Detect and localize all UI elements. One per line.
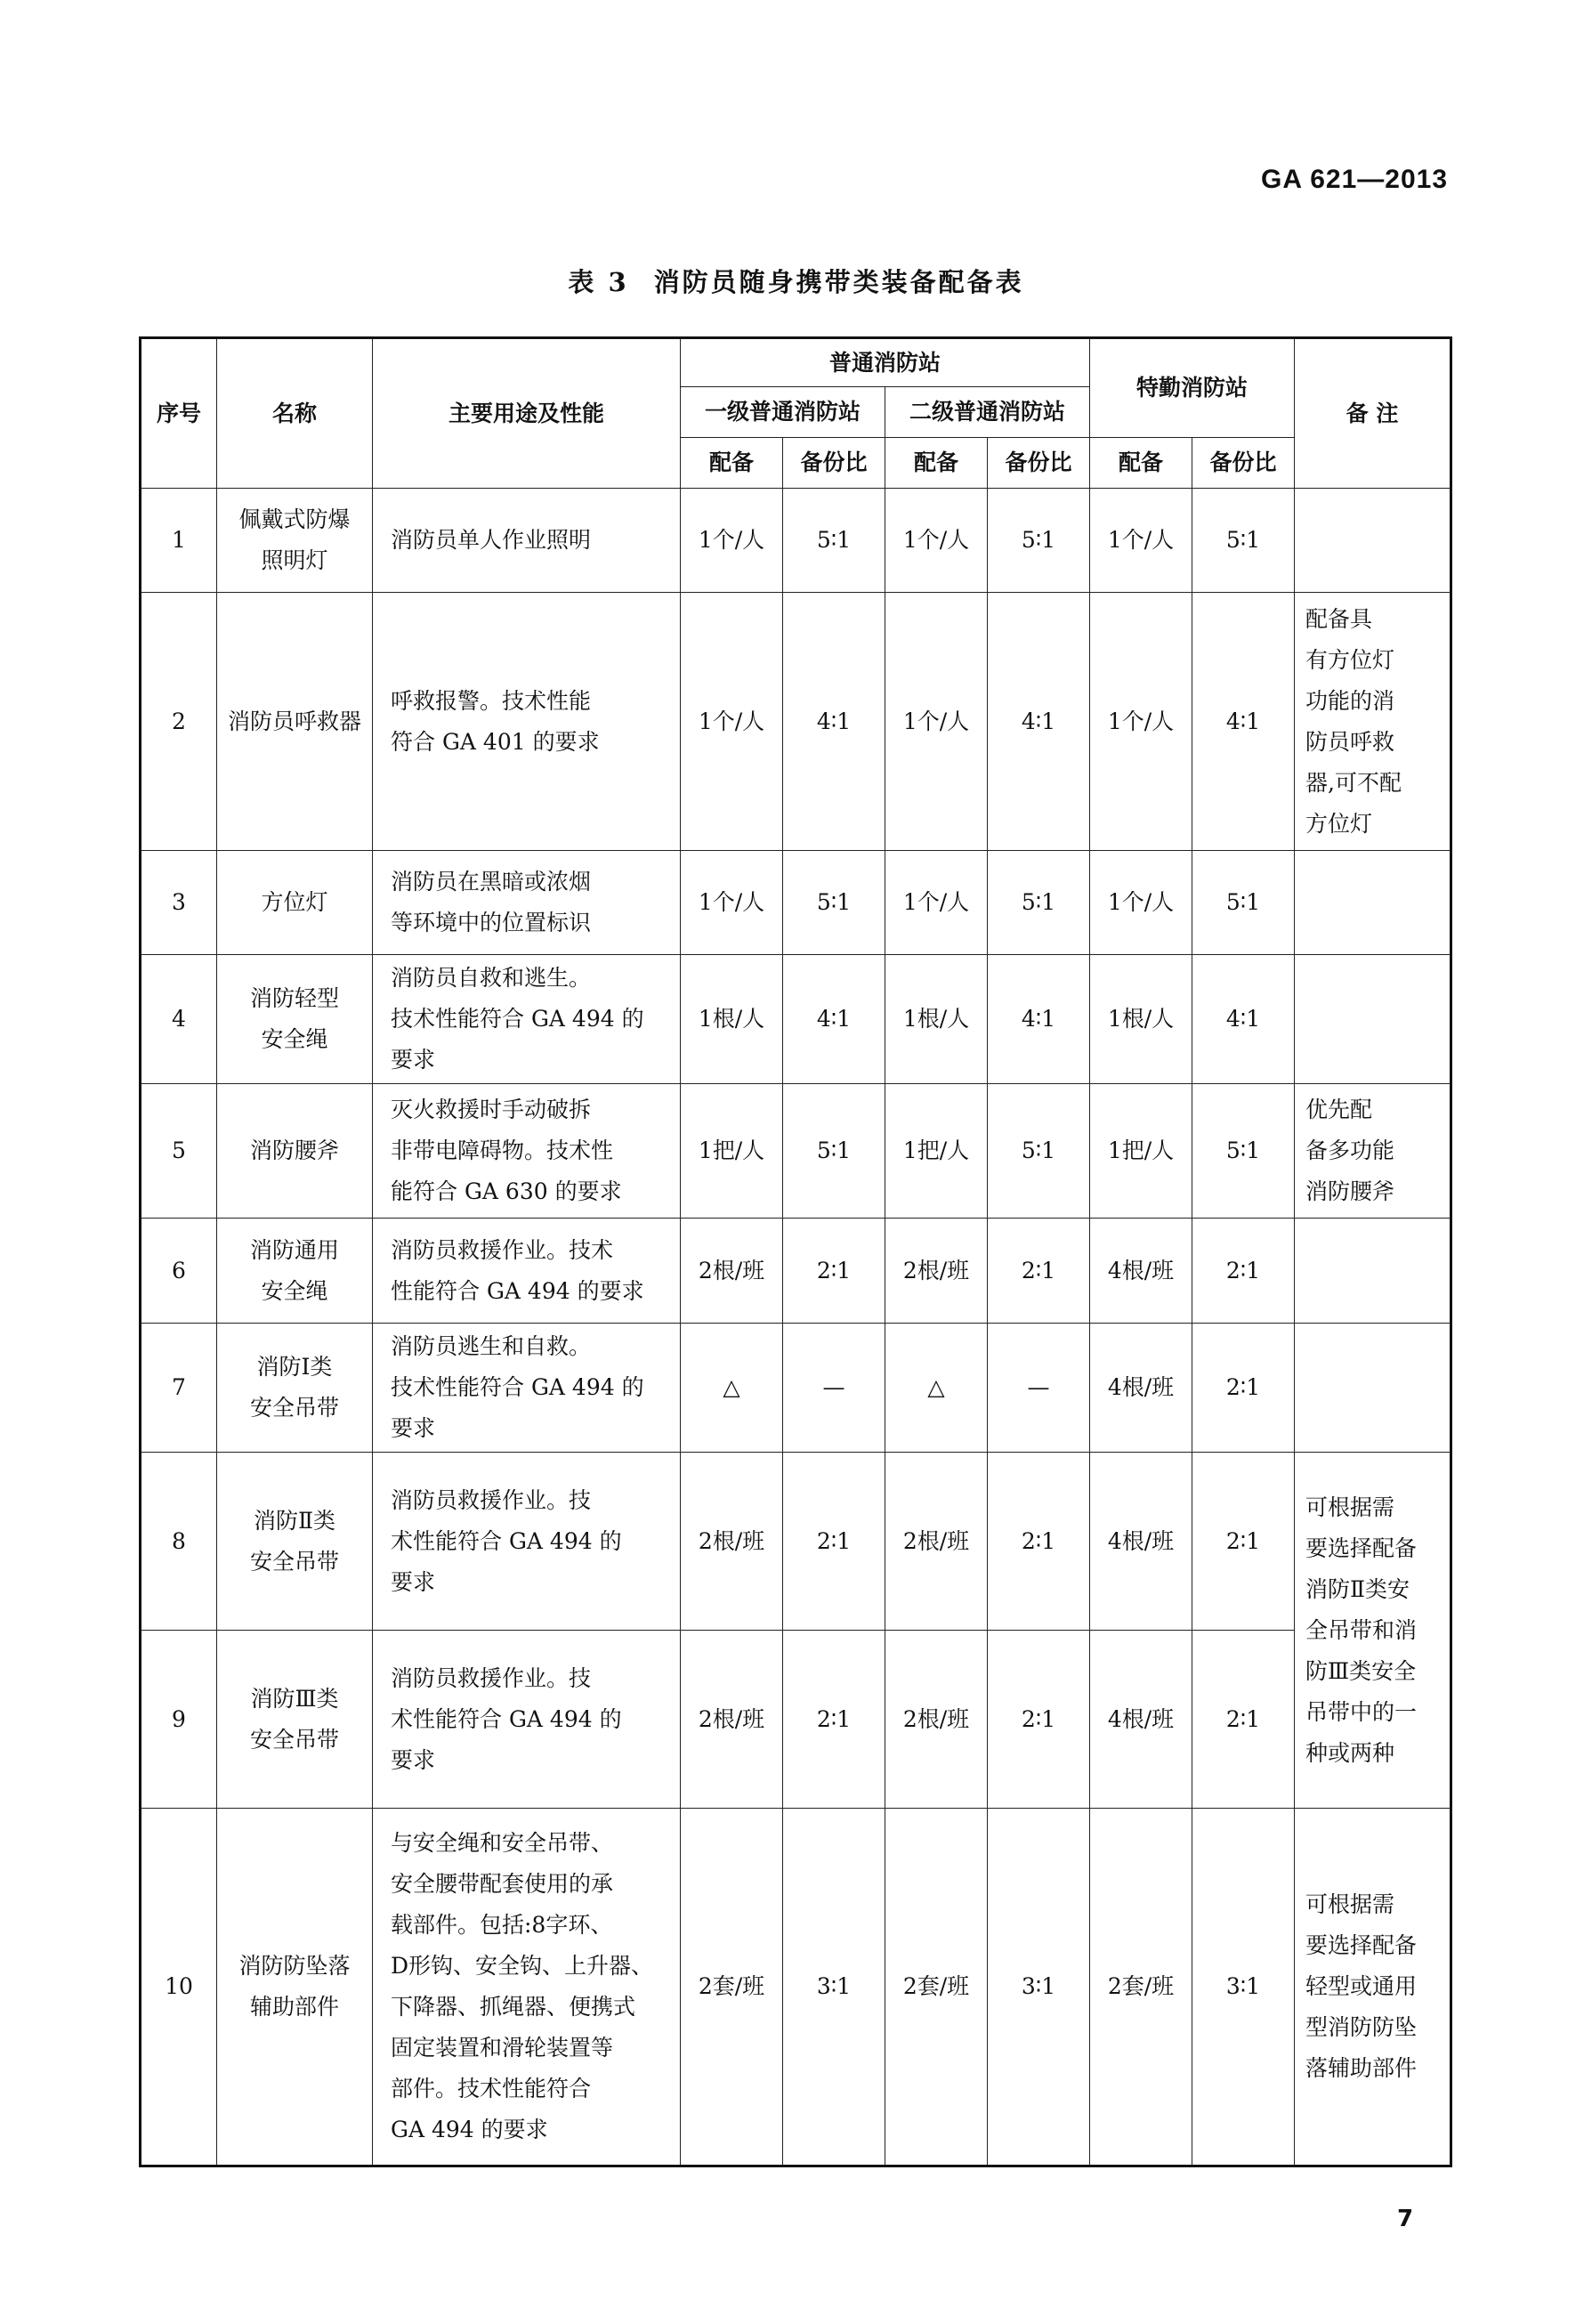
row-sp-equip: 4根/班 [1090,1324,1192,1453]
row-l1-equip: 2根/班 [681,1219,783,1324]
row-sp-equip: 1个/人 [1090,593,1192,851]
row-l2-ratio: — [988,1324,1090,1453]
row-sp-ratio: 2∶1 [1192,1453,1295,1631]
row-name: 消防Ⅰ类 安全吊带 [217,1324,373,1453]
row-l1-ratio: 2∶1 [783,1631,885,1809]
row-index: 3 [141,851,217,955]
row-sp-equip: 2套/班 [1090,1809,1192,2166]
row-l1-equip: 1把/人 [681,1084,783,1219]
row-l2-ratio: 3∶1 [988,1809,1090,2166]
table-row [141,1809,1451,2166]
header-equip: 配备 [681,438,783,489]
row-sp-ratio: 3∶1 [1192,1809,1295,2166]
row-l2-ratio: 5∶1 [988,489,1090,593]
row-index: 5 [141,1084,217,1219]
header-level1-station: 一级普通消防站 [681,387,885,438]
row-remark: 配备具 有方位灯 功能的消 防员呼救 器,可不配 方位灯 [1295,593,1451,851]
row-index: 4 [141,955,217,1084]
row-remark [1295,1324,1451,1453]
row-sp-ratio: 5∶1 [1192,1084,1295,1219]
header-purpose: 主要用途及性能 [373,338,681,489]
row-remark [1295,1219,1451,1324]
row-remark: 优先配 备多功能 消防腰斧 [1295,1084,1451,1219]
table-row [141,1324,1451,1453]
header-special-station: 特勤消防站 [1090,338,1295,438]
row-l2-ratio: 4∶1 [988,955,1090,1084]
row-sp-ratio: 2∶1 [1192,1324,1295,1453]
row-name: 消防Ⅲ类 安全吊带 [217,1631,373,1809]
table-row [141,593,1451,851]
table-row [141,1631,1451,1809]
row-l2-ratio: 2∶1 [988,1453,1090,1631]
row-purpose: 消防员自救和逃生。 技术性能符合 GA 494 的 要求 [373,955,681,1084]
header-reserve-ratio: 备份比 [988,438,1090,489]
row-sp-equip: 4根/班 [1090,1631,1192,1809]
header-remark: 备 注 [1295,338,1451,489]
row-name: 佩戴式防爆 照明灯 [217,489,373,593]
row-l2-ratio: 2∶1 [988,1219,1090,1324]
row-sp-ratio: 4∶1 [1192,593,1295,851]
header-name: 名称 [217,338,373,489]
row-sp-equip: 1把/人 [1090,1084,1192,1219]
row-l1-equip: 2根/班 [681,1453,783,1631]
row-sp-ratio: 4∶1 [1192,955,1295,1084]
row-index: 2 [141,593,217,851]
row-l1-ratio: 5∶1 [783,851,885,955]
row-l2-ratio: 5∶1 [988,851,1090,955]
row-purpose: 消防员救援作业。技 术性能符合 GA 494 的 要求 [373,1453,681,1631]
row-name: 消防员呼救器 [217,593,373,851]
row-l1-equip: 1个/人 [681,489,783,593]
header-equip: 配备 [1090,438,1192,489]
row-index: 9 [141,1631,217,1809]
row-l1-ratio: — [783,1324,885,1453]
row-l2-ratio: 4∶1 [988,593,1090,851]
table-row [141,489,1451,593]
row-purpose: 消防员救援作业。技 术性能符合 GA 494 的 要求 [373,1631,681,1809]
row-remark [1295,955,1451,1084]
row-l2-equip: △ [885,1324,988,1453]
row-l1-equip: △ [681,1324,783,1453]
row-l2-equip: 1把/人 [885,1084,988,1219]
row-l1-equip: 2根/班 [681,1631,783,1809]
table-row [141,1453,1451,1631]
header-level2-station: 二级普通消防站 [885,387,1090,438]
row-l1-equip: 2套/班 [681,1809,783,2166]
page-number: 7 [1397,2206,1414,2232]
row-purpose: 消防员救援作业。技术 性能符合 GA 494 的要求 [373,1219,681,1324]
row-l2-equip: 2根/班 [885,1453,988,1631]
header-reserve-ratio: 备份比 [1192,438,1295,489]
row-index: 6 [141,1219,217,1324]
table-row [141,1219,1451,1324]
row-l1-equip: 1个/人 [681,851,783,955]
row-l2-equip: 2根/班 [885,1219,988,1324]
table-number: 表 3 [568,267,629,297]
row-l1-ratio: 4∶1 [783,955,885,1084]
row-remark [1295,489,1451,593]
row-name: 消防轻型 安全绳 [217,955,373,1084]
row-l2-ratio: 2∶1 [988,1631,1090,1809]
row-l2-equip: 1个/人 [885,593,988,851]
header-equip: 配备 [885,438,988,489]
standard-code: GA 621—2013 [1260,165,1448,194]
row-index: 8 [141,1453,217,1631]
row-l1-ratio: 4∶1 [783,593,885,851]
row-name: 消防Ⅱ类 安全吊带 [217,1453,373,1631]
row-l1-ratio: 5∶1 [783,489,885,593]
row-sp-ratio: 2∶1 [1192,1219,1295,1324]
row-purpose: 消防员单人作业照明 [373,489,681,593]
row-l1-ratio: 2∶1 [783,1219,885,1324]
header-ordinary-station: 普通消防站 [681,338,1090,387]
row-name: 方位灯 [217,851,373,955]
row-purpose: 与安全绳和安全吊带、 安全腰带配套使用的承 载部件。包括:8字环、 D形钩、安全钩、上升器、 下降器、抓绳器、便携式 固定装置和滑轮装置等 部件。技术性能符合 GA 494 的要求 [373,1809,681,2166]
table-row [141,851,1451,955]
row-sp-equip: 1个/人 [1090,851,1192,955]
row-sp-equip: 4根/班 [1090,1453,1192,1631]
row-name: 消防通用 安全绳 [217,1219,373,1324]
row-purpose: 消防员在黑暗或浓烟 等环境中的位置标识 [373,851,681,955]
equipment-table [139,336,1452,2167]
row-l2-equip: 2套/班 [885,1809,988,2166]
header-index: 序号 [141,338,217,489]
row-purpose: 呼救报警。技术性能 符合 GA 401 的要求 [373,593,681,851]
row-l1-ratio: 5∶1 [783,1084,885,1219]
row-index: 10 [141,1809,217,2166]
row-sp-ratio: 2∶1 [1192,1631,1295,1809]
row-sp-ratio: 5∶1 [1192,489,1295,593]
row-sp-ratio: 5∶1 [1192,851,1295,955]
row-l2-equip: 2根/班 [885,1631,988,1809]
table-row [141,1084,1451,1219]
row-index: 7 [141,1324,217,1453]
row-remark-merged: 可根据需 要选择配备 消防Ⅱ类安 全吊带和消 防Ⅲ类安全 吊带中的一 种或两种 [1295,1453,1451,1809]
row-l1-ratio: 2∶1 [783,1453,885,1631]
row-l1-ratio: 3∶1 [783,1809,885,2166]
row-l2-equip: 1根/人 [885,955,988,1084]
header-reserve-ratio: 备份比 [783,438,885,489]
row-sp-equip: 1根/人 [1090,955,1192,1084]
row-sp-equip: 1个/人 [1090,489,1192,593]
row-purpose: 灭火救援时手动破拆 非带电障碍物。技术性 能符合 GA 630 的要求 [373,1084,681,1219]
row-name: 消防防坠落 辅助部件 [217,1809,373,2166]
table-title: 消防员随身携带类装备配备表 [653,267,1024,297]
row-l2-ratio: 5∶1 [988,1084,1090,1219]
table-caption [0,263,1592,299]
row-l1-equip: 1根/人 [681,955,783,1084]
row-l1-equip: 1个/人 [681,593,783,851]
row-sp-equip: 4根/班 [1090,1219,1192,1324]
row-purpose: 消防员逃生和自救。 技术性能符合 GA 494 的 要求 [373,1324,681,1453]
row-remark: 可根据需 要选择配备 轻型或通用 型消防防坠 落辅助部件 [1295,1809,1451,2166]
table-row [141,955,1451,1084]
row-name: 消防腰斧 [217,1084,373,1219]
row-index: 1 [141,489,217,593]
row-remark [1295,851,1451,955]
row-l2-equip: 1个/人 [885,851,988,955]
row-l2-equip: 1个/人 [885,489,988,593]
